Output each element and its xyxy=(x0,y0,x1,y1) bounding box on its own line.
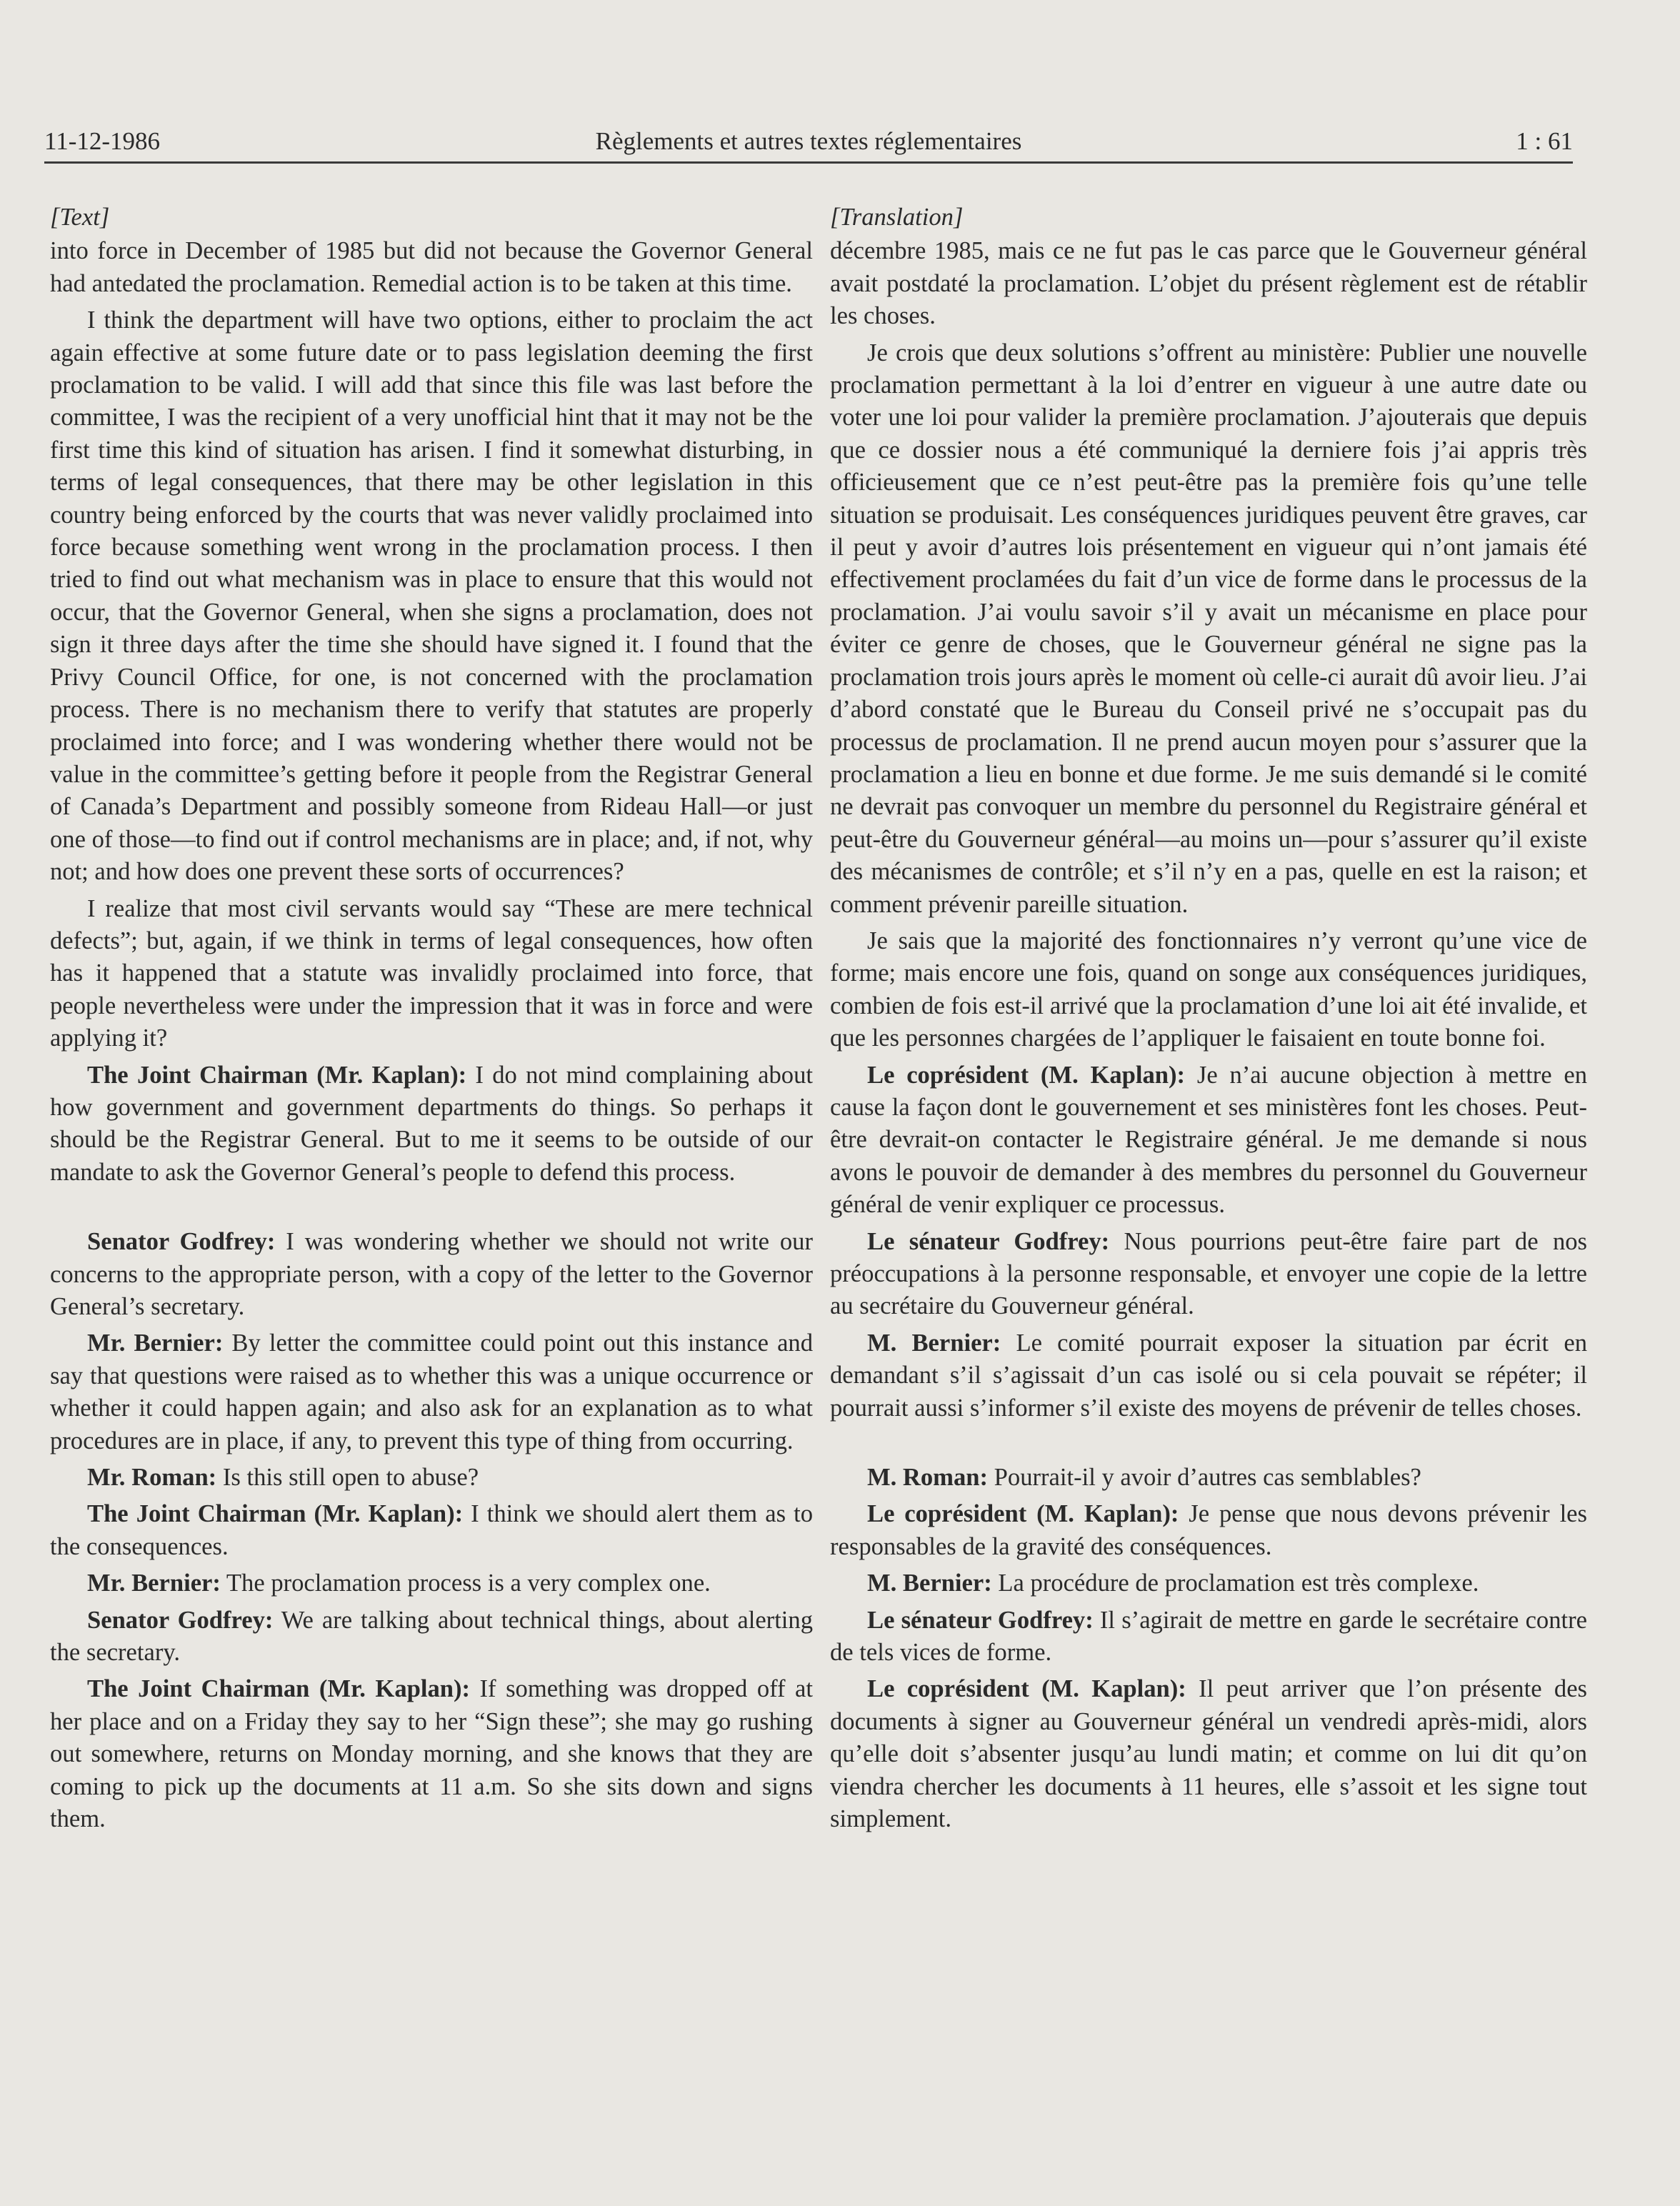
header-date: 11-12-1986 xyxy=(44,127,161,155)
speaker-paragraph: Senator Godfrey: I was wondering whether we should not write our concerns to the appropriate person, with a copy of the letter to the Governor General’s secretary. xyxy=(50,1228,813,1320)
speaker-name: Mr. Bernier: xyxy=(87,1569,221,1597)
speaker-name: M. Bernier: xyxy=(867,1329,1001,1357)
speaker-name: Le coprésident (M. Kaplan): xyxy=(867,1500,1179,1528)
speaker-name: Mr. Roman: xyxy=(87,1464,217,1492)
speaker-paragraph: Le coprésident (M. Kaplan): Il peut arriver que l’on présente des documents à signer au Gouverneur général un vendredi après-midi, alors qu’elle doit s’absenter jusqu’au lundi matin; et comme on lui dit qu’on viendra chercher les documents à 11 heures, elle s’assoit et les signe tout simplement. xyxy=(830,1675,1587,1833)
language-label: [Translation] xyxy=(830,204,964,231)
french-column xyxy=(830,201,1587,1840)
speaker-paragraph: Mr. Bernier: By letter the committee could point out this instance and say that questions were raised as to whether this was a unique occurrence or whether it could happen again; and also ask for an explanation as to what procedures are in place, if any, to prevent this type of thing from occurring. xyxy=(50,1329,813,1454)
speaker-paragraph: The Joint Chairman (Mr. Kaplan): If something was dropped off at her place and on a Friday they say to her “Sign these”; she may go rushing out somewhere, returns on Monday morning, and she knows that they are coming to pick up the documents at 11 a.m. So she sits down and signs them. xyxy=(50,1675,813,1833)
english-column xyxy=(50,201,813,1840)
speaker-name: Le sénateur Godfrey: xyxy=(867,1606,1094,1634)
speaker-paragraph: M. Bernier: Le comité pourrait exposer la situation par écrit en demandant s’il s’agissait d’un cas isolé ou si cela pouvait se répéter; il pourrait aussi s’informer s’il existe des moyens de prévenir de telles choses. xyxy=(830,1329,1587,1422)
speaker-paragraph: The Joint Chairman (Mr. Kaplan): I think we should alert them as to the consequences. xyxy=(50,1500,813,1560)
speaker-name: The Joint Chairman (Mr. Kaplan): xyxy=(87,1675,470,1703)
language-label: [Text] xyxy=(50,204,110,231)
header-rule xyxy=(44,161,1573,164)
speaker-name: Senator Godfrey: xyxy=(87,1228,276,1256)
speaker-paragraph: Mr. Bernier: The proclamation process is a very complex one. xyxy=(87,1569,711,1597)
speaker-name: Le coprésident (M. Kaplan): xyxy=(867,1061,1186,1089)
speaker-name: Mr. Bernier: xyxy=(87,1329,224,1357)
paragraph: Je sais que la majorité des fonctionnaires n’y verront qu’une vice de forme; mais encore une fois, quand on songe aux conséquences juridiques, combien de fois est-il arrivé que la proclamation d’une loi ait été invalide, et que les personnes chargées de l’appliquer le faisaient en toute bonne foi. xyxy=(830,927,1587,1052)
paragraph: décembre 1985, mais ce ne fut pas le cas parce que le Gouverneur général avait postdaté la proclamation. L’objet du présent règlement est de rétablir les choses. xyxy=(830,237,1587,330)
speaker-paragraph: The Joint Chairman (Mr. Kaplan): I do not mind complaining about how government and government departments do things. So perhaps it should be the Registrar General. But to me it seems to be outside of our mandate to ask the Governor General’s people to defend this process. xyxy=(50,1061,813,1186)
speaker-paragraph: Le coprésident (M. Kaplan): Je pense que nous devons prévenir les responsables de la gravité des conséquences. xyxy=(830,1500,1587,1560)
paragraph: into force in December of 1985 but did not because the Governor General had antedated the proclamation. Remedial action is to be taken at this time. xyxy=(50,237,813,297)
speaker-paragraph: M. Roman: Pourrait-il y avoir d’autres cas semblables? xyxy=(867,1464,1421,1492)
speaker-paragraph: Le sénateur Godfrey: Nous pourrions peut-être faire part de nos préoccupations à la personne responsable, et envoyer une copie de la lettre au secrétaire du Gouverneur général. xyxy=(830,1227,1587,1320)
speaker-name: M. Roman: xyxy=(867,1464,989,1492)
speaker-name: Senator Godfrey: xyxy=(87,1606,274,1634)
header-title: Règlements et autres textes réglementaires xyxy=(595,127,1022,155)
speaker-paragraph: Le sénateur Godfrey: Il s’agirait de mettre en garde le secrétaire contre de tels vices de forme. xyxy=(830,1606,1587,1667)
speaker-paragraph: M. Bernier: La procédure de proclamation est très complexe. xyxy=(867,1569,1479,1597)
speaker-name: The Joint Chairman (Mr. Kaplan): xyxy=(87,1061,467,1089)
paragraph: I think the department will have two options, either to proclaim the act again effective at some future date or to pass legislation deeming the first proclamation to be valid. I will add that since this file was last before the committee, I was the recipient of a very unofficial hint that it may not be the first time this kind of situation has arisen. I find it somewhat disturbing, in terms of legal consequences, that there may be other legislation in this country being enforced by the courts that was never validly proclaimed into force because something went wrong in the proclamation process. I then tried to find out what mechanism was in place to ensure that this would not occur, that the Governor General, when she signs a proclamation, does not sign it three days after the time she should have signed it. I found that the Privy Council Office, for one, is not concerned with the proclamation process. There is no mechanism there to verify that statutes are properly proclaimed into force; and I was wondering whether there would not be value in the committee’s getting before it people from the Registrar General of Canada’s Department and possibly someone from Rideau Hall—or just one of those—to find out if control mechanisms are in place; and, if not, why not; and how does one prevent these sorts of occurrences? xyxy=(50,306,813,886)
paragraph: Je crois que deux solutions s’offrent au ministère: Publier une nouvelle proclamation permettant à la loi d’entrer en vigueur à une autre date ou voter une loi pour valider la première proclamation. J’ajouterais que depuis que ce dossier nous a été communiqué la derniere fois j’ai appris très officieusement que ce n’est peut-être pas la première fois qu’une telle situation se produisait. Les conséquences juridiques peuvent être graves, car il peut y avoir d’autres lois présentement en vigueur qui n’ont jamais été effectivement proclamées du fait d’un vice de forme dans le processus de la proclamation. J’ai voulu savoir s’il y avait un mécanisme en place pour éviter ce genre de choses, que le Gouverneur général ne signe pas la proclamation trois jours après le moment où celle-ci aurait dû avoir lieu. J’ai d’abord constaté que le Bureau du Conseil privé ne s’occupait pas du processus de proclamation. Il ne prend aucun moyen pour s’assurer que la proclamation a lieu en bonne et due forme. Je me suis demandé si le comité ne devrait pas convoquer un membre du personnel du Registraire général et peut-être du Gouverneur général—au moins un—pour s’assurer qu’il existe des mécanismes de contrôle; et s’il n’y en a pas, quelle en est la raison; et comment prévenir pareille situation. xyxy=(830,339,1587,918)
speaker-name: M. Bernier: xyxy=(867,1569,992,1597)
page-number: 1 : 61 xyxy=(1516,127,1573,155)
paragraph: I realize that most civil servants would say “These are mere technical defects”; but, again, if we think in terms of legal consequences, how often has it happened that a statute was invalidly proclaimed into force, that people nevertheless were under the impression that it was in force and were applying it? xyxy=(50,894,813,1052)
speaker-paragraph: Le coprésident (M. Kaplan): Je n’ai aucune objection à mettre en cause la façon dont le gouvernement et ses ministères font les choses. Peut-être devrait-on contacter le Registraire général. Je me demande si nous avons le pouvoir de demander à des membres du personnel du Gouverneur général de venir expliquer ce processus. xyxy=(830,1061,1587,1219)
page-header xyxy=(44,120,1573,163)
speaker-name: Le sénateur Godfrey: xyxy=(867,1227,1110,1255)
speaker-name: Le coprésident (M. Kaplan): xyxy=(867,1675,1186,1703)
speaker-paragraph: Mr. Roman: Is this still open to abuse? xyxy=(87,1464,479,1492)
speaker-paragraph: Senator Godfrey: We are talking about technical things, about alerting the secretary. xyxy=(50,1606,813,1667)
speaker-name: The Joint Chairman (Mr. Kaplan): xyxy=(87,1500,464,1528)
